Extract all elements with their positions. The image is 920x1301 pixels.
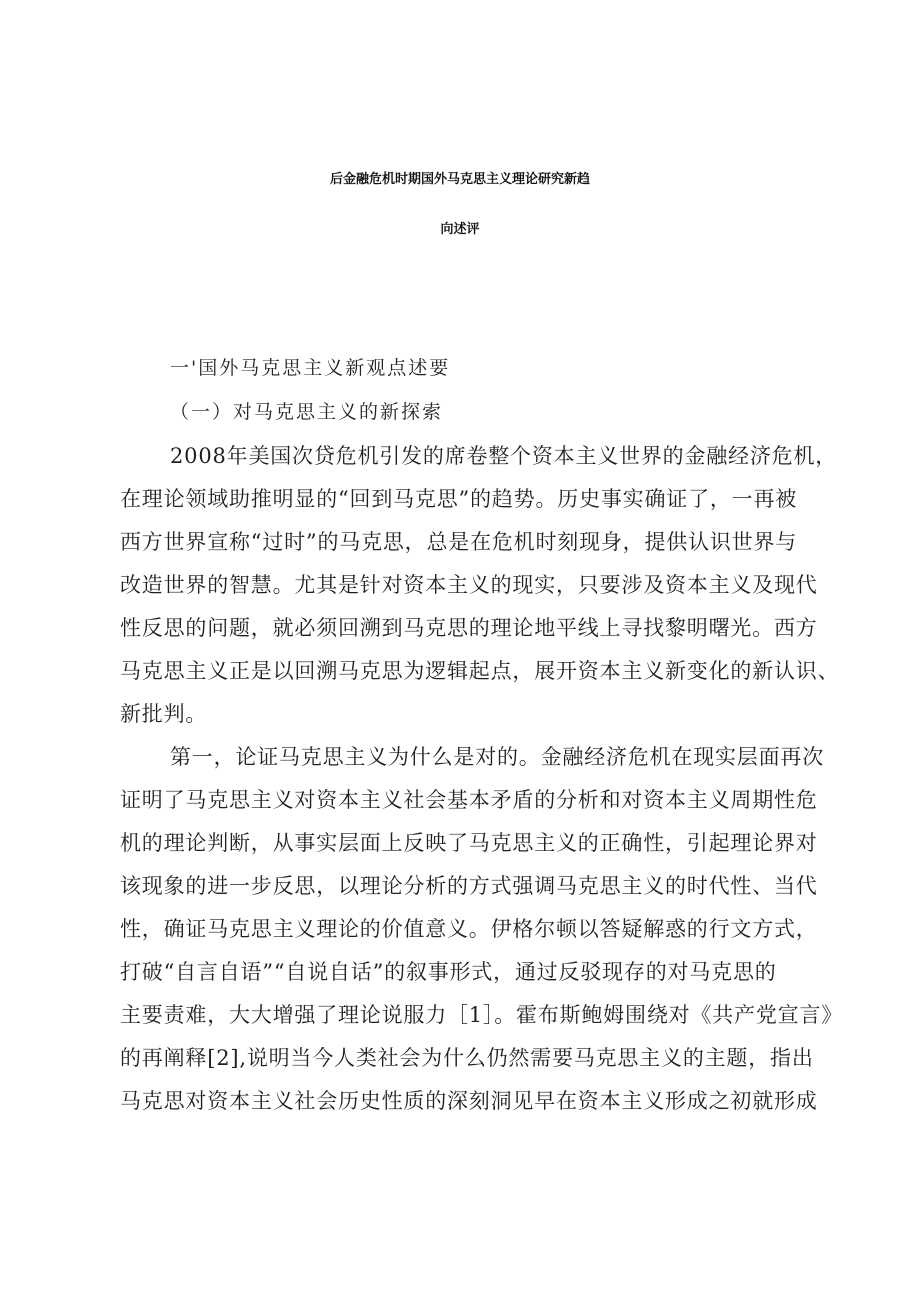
paragraph-2-line-4: 该现象的进一步反思，以理论分析的方式强调马克思主义的时代性、当代 [120, 874, 818, 898]
paragraph-2-line-7: 主要责难，大大增强了理论说服力［1］。霍布斯鲍姆围绕对《共产党宣言》 [120, 1003, 844, 1027]
section-heading: 一'国外马克思主义新观点述要 [170, 357, 451, 379]
paragraph-2-line-9: 马克思对资本主义社会历史性质的深刻洞见早在资本主义形成之初就形成 [120, 1089, 818, 1113]
paragraph-1-line-5: 性反思的问题，就必须回溯到马克思的理论地平线上寻找黎明曙光。西方 [120, 616, 818, 640]
paragraph-1-line-3: 西方世界宣称“过时”的马克思，总是在危机时刻现身，提供认识世界与 [120, 530, 798, 554]
paragraph-2-line-1: 第一，论证马克思主义为什么是对的。金融经济危机在现实层面再次 [170, 745, 824, 769]
paragraph-2-line-3: 机的理论判断，从事实层面上反映了马克思主义的正确性，引起理论界对 [120, 831, 818, 855]
subsection-heading: （一）对马克思主义的新探索 [170, 401, 444, 423]
paragraph-2-line-2: 证明了马克思主义对资本主义社会基本矛盾的分析和对资本主义周期性危 [120, 788, 818, 812]
paragraph-2-line-5: 性，确证马克思主义理论的价值意义。伊格尔顿以答疑解惑的行文方式， [120, 917, 818, 941]
document-title-line-1: 后金融危机时期国外马克思主义理论研究新趋 [329, 172, 590, 187]
paragraph-1-line-4: 改造世界的智慧。尤其是针对资本主义的现实，只要涉及资本主义及现代 [120, 573, 818, 597]
paragraph-2-line-8: 的再阐释[2],说明当今人类社会为什么仍然需要马克思主义的主题，指出 [120, 1046, 814, 1070]
paragraph-1-line-6: 马克思主义正是以回溯马克思为逻辑起点，展开资本主义新变化的新认识、 [120, 659, 840, 683]
document-title-line-2: 向述评 [440, 222, 480, 237]
paragraph-2-line-6: 打破“自言自语”“自说自话”的叙事形式，通过反驳现存的对马克思的 [120, 960, 777, 984]
paragraph-1-line-1: 2008年美国次贷危机引发的席卷整个资本主义世界的金融经济危机， [170, 444, 838, 468]
paragraph-1-line-2: 在理论领域助推明显的“回到马克思”的趋势。历史事实确证了，一再被 [120, 487, 798, 511]
paragraph-1-line-7: 新批判。 [120, 702, 208, 726]
